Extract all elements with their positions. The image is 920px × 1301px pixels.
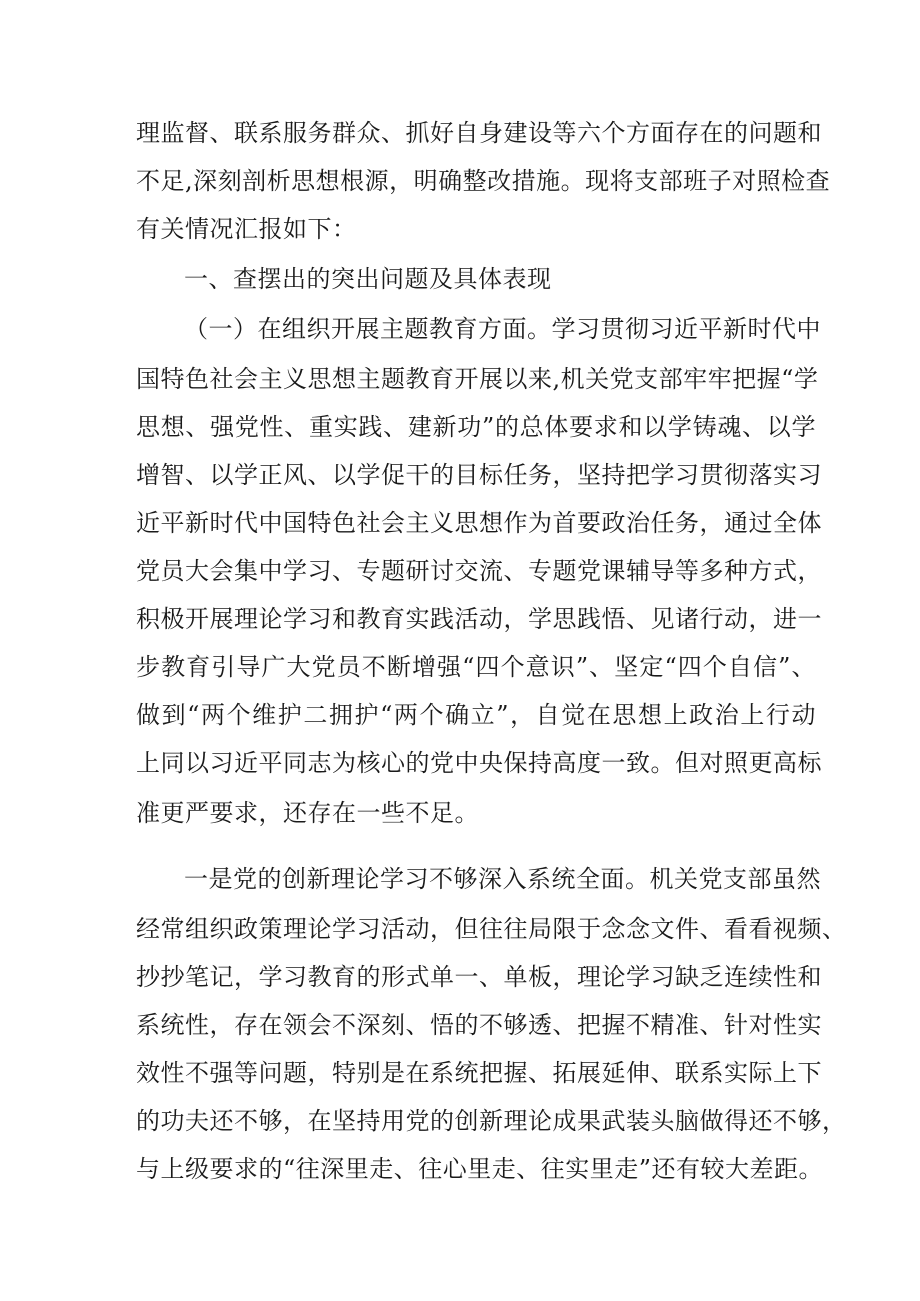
paragraph-line: 党员大会集中学习、专题研讨交流、专题党课辅导等多种方式，	[136, 557, 822, 585]
paragraph-line: 不足,深刻剖析思想根源，明确整改措施。现将支部班子对照检查	[136, 167, 831, 195]
paragraph-line: 系统性，存在领会不深刻、悟的不够透、把握不精准、针对性实	[136, 1011, 822, 1039]
paragraph-line: 积极开展理论学习和教育实践活动，学思践悟、见诸行动，进一	[136, 605, 822, 633]
paragraph-line: （一）在组织开展主题教育方面。学习贯彻习近平新时代中	[184, 315, 821, 343]
paragraph-line: 的功夫还不够，在坚持用党的创新理论成果武装头脑做得还不够，	[136, 1107, 847, 1135]
paragraph-line: 上同以习近平同志为核心的党中央保持高度一致。但对照更高标	[136, 749, 822, 777]
paragraph-line: 抄抄笔记，学习教育的形式单一、单板，理论学习缺乏连续性和	[136, 963, 822, 991]
paragraph-line: 国特色社会主义思想主题教育开展以来,机关党支部牢牢把握“学	[136, 365, 819, 393]
section-heading: 一、查摆出的突出问题及具体表现	[184, 265, 552, 293]
paragraph-line: 经常组织政策理论学习活动，但往往局限于念念文件、看看视频、	[136, 915, 847, 943]
paragraph-line: 效性不强等问题，特别是在系统把握、拓展延伸、联系实际上下	[136, 1059, 822, 1087]
paragraph-line: 步教育引导广大党员不断增强“四个意识”、坚定“四个自信”、	[136, 653, 816, 681]
paragraph-line: 一是党的创新理论学习不够深入系统全面。机关党支部虽然	[184, 865, 821, 893]
paragraph-line: 思想、强党性、重实践、建新功”的总体要求和以学铸魂、以学	[136, 413, 816, 441]
paragraph-line: 理监督、联系服务群众、抓好自身建设等六个方面存在的问题和	[136, 119, 822, 147]
paragraph-line: 准更严要求，还存在一些不足。	[136, 799, 479, 827]
paragraph-line: 做到“两个维护二拥护“两个确立”，自觉在思想上政治上行动	[136, 701, 816, 729]
paragraph-line: 有关情况汇报如下：	[136, 215, 357, 243]
paragraph-line: 近平新时代中国特色社会主义思想作为首要政治任务，通过全体	[136, 509, 822, 537]
paragraph-line: 增智、以学正风、以学促干的目标任务，坚持把学习贯彻落实习	[136, 461, 822, 489]
paragraph-line: 与上级要求的“往深里走、往心里走、往实里走”还有较大差距。	[136, 1155, 824, 1183]
